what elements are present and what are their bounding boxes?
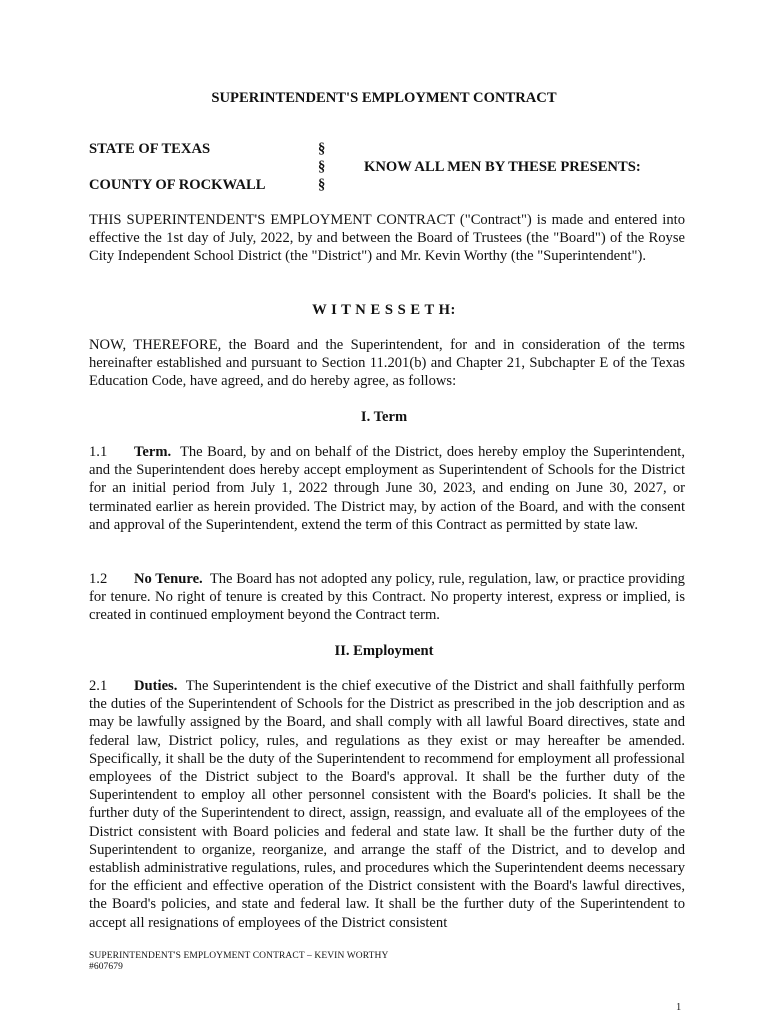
- caption-presents: KNOW ALL MEN BY THESE PRESENTS:: [364, 159, 641, 175]
- clause-title: No Tenure.: [134, 571, 203, 587]
- section-heading-employment: II. Employment: [334, 643, 434, 659]
- clause-2-1: [89, 677, 685, 932]
- section-symbol: §: [318, 159, 326, 175]
- clause-1-2: [89, 570, 685, 625]
- clause-1-1: [89, 443, 685, 534]
- clause-text: The Board, by and on behalf of the District, does hereby employ the Superintendent, and the Superintendent does hereby accept employment as Superintendent of Schools for the District for an initial period from July 1, 2022 through June 30, 2023, and ending on June 30, 2027, or terminated earlier as herein provided. The District may, by action of the Board, and with the consent and approval of the Superintendent, extend the term of this Contract as permitted by state law.: [89, 444, 685, 533]
- clause-text: The Board has not adopted any policy, rule, regulation, law, or practice providing for tenure. No right of tenure is created by this Contract. No property interest, express or implied, is created in continued employment beyond the Contract term.: [89, 571, 685, 624]
- footer-document-number: #607679: [89, 962, 123, 972]
- footer-contract-title: SUPERINTENDENT'S EMPLOYMENT CONTRACT – KEVIN WORTHY: [89, 951, 389, 961]
- clause-number: 1.1: [89, 444, 108, 460]
- clause-number: 1.2: [89, 571, 108, 587]
- now-therefore-paragraph: NOW, THEREFORE, the Board and the Superintendent, for and in consideration of the terms hereinafter established and pursuant to Section 11.201(b) and Chapter 21, Subchapter E of the Texas Education Code, have agreed, and do hereby agree, as follows:: [89, 337, 685, 390]
- section-symbol: §: [318, 141, 326, 157]
- clause-number: 2.1: [89, 678, 108, 694]
- caption-state: STATE OF TEXAS: [89, 141, 211, 157]
- witnesseth-heading: W I T N E S S E T H:: [312, 302, 456, 318]
- section-heading-term: I. Term: [360, 409, 408, 425]
- clause-title: Duties.: [134, 678, 178, 694]
- page-number: 1: [676, 1002, 682, 1013]
- intro-paragraph: THIS SUPERINTENDENT'S EMPLOYMENT CONTRACT ("Contract") is made and entered into effective the 1st day of July, 2022, by and between the Board of Trustees (the "Board") of the Royse City Independent School District (the "District") and Mr. Kevin Worthy (the "Superintendent").: [89, 212, 685, 265]
- clause-text: The Superintendent is the chief executive of the District and shall faithfully perform the duties of the Superintendent of Schools for the District as prescribed in the job description and as may be lawfully assigned by the Board, and shall comply with all lawful Board directives, state and federal law, District policy, rules, and regulations as they exist or may hereafter be amended. Specifically, it shall be the duty of the Superintendent to recommend for employment all professional employees of the District subject to the Board's approval. It shall be the further duty of the Superintendent to employ all other personnel consistent with the Board's policies. It shall be the further duty of the Superintendent to direct, assign, reassign, and evaluate all of the employees of the District consistent with Board policies and federal and state law. It shall be the further duty of the Superintendent to organize, reorganize, and arrange the staff of the District, and to develop and establish administrative regulations, rules, and procedures which the Superintendent deems necessary for the efficient and effective operation of the District consistent with the Board's lawful directives, the Board's policies, and state and federal law. It shall be the further duty of the Superintendent to accept all resignations of employees of the District consistent: [89, 678, 685, 931]
- document-title: SUPERINTENDENT'S EMPLOYMENT CONTRACT: [211, 90, 557, 106]
- caption-county: COUNTY OF ROCKWALL: [89, 177, 266, 193]
- section-symbol: §: [318, 177, 326, 193]
- clause-title: Term.: [134, 444, 172, 460]
